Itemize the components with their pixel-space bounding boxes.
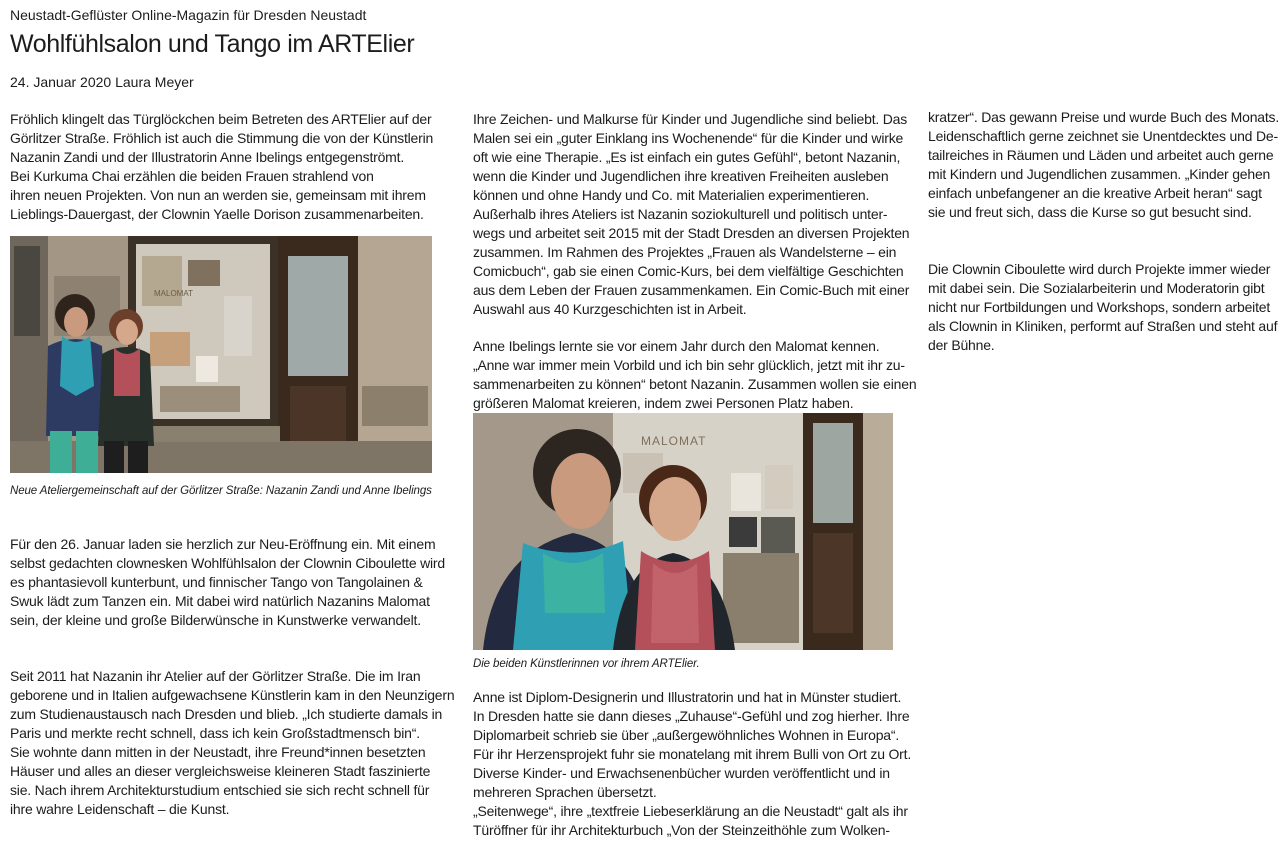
site-kicker: Neustadt-Geflüster Online-Magazin für Dresden Neustadt [10, 7, 367, 23]
photo-portrait-illustration [473, 413, 893, 650]
paragraph-anne-work: kratzer“. Das gewann Preise und wurde Buch des Monats. Leidenschaftlich gerne zeichnet sie Unentdecktes und De- tailreiches in Räumen und Läden und arbeitet auch gerne mit Kindern und Jugendlichen zusammen. „Kinder gehen einfach unbefangener an die kreative Arbeit heran“ sagt sie und freut sich, dass die Kurse so gut besucht sind. [928, 109, 1280, 220]
photo-storefront [10, 236, 432, 473]
article-title: Wohlfühlsalon und Tango im ARTElier [10, 30, 415, 58]
paragraph-opening: Für den 26. Januar laden sie herzlich zur Neu-Eröffnung ein. Mit einem selbst gedachten clownesken Wohlfühlsalon der Clownin Ciboulette wird es phantasievoll kunterbunt, und finnischer Tango von Tangolainen & Swuk lädt zum Tanzen ein. Mit dabei wird natürlich Nazanins Malomat sein, der kleine und große Bilderwünsche in Kunstwerke verwandelt. [10, 536, 445, 628]
paragraph-clownin: Die Clownin Ciboulette wird durch Projekte immer wieder mit dabei sein. Die Sozialarbeiterin und Moderatorin gibt nicht nur Fortbildungen und Workshops, sondern arbeitet als Clownin in Kliniken, performt auf Straßen und steht auf der Bühne. [928, 261, 1278, 353]
shop-sign: MALOMAT [154, 289, 193, 298]
photo-artists-portrait [473, 413, 893, 650]
paragraph-anne-bio: Anne ist Diplom-Designerin und Illustratorin und hat in Münster studiert. In Dresden hatte sie dann dieses „Zuhause“-Gefühl und zog hierher. Ihre Diplomarbeit schrieb sie über „außergewöhnliches Wohnen in Europa“. Für ihr Herzensprojekt fuhr sie monatelang mit ihrem Bulli von Ort zu Ort. Diverse Kinder- und Erwachsenenbücher wurden veröffentlicht und in mehreren Sprachen übersetzt. „Seitenwege“, ihre „textfreie Liebeserklärung an die Neustadt“ galt als ihr Türöffner für ihr Architekturbuch „Von der Steinzeithöhle zum Wolken- [473, 689, 912, 838]
photo-caption-2: Die beiden Künstlerinnen vor ihrem ARTElier. [473, 658, 700, 670]
shop-sign: MALOMAT [641, 434, 707, 448]
paragraph-anne-intro: Anne Ibelings lernte sie vor einem Jahr durch den Malomat kennen. „Anne war immer mein Vorbild und ich bin sehr glücklich, jetzt mit ihr zu- sammenarbeiten zu können“ betont Nazanin. Zusammen wollen sie einen größeren Malomat kreieren, indem zwei Personen Platz haben. [473, 338, 917, 411]
paragraph-courses: Ihre Zeichen- und Malkurse für Kinder und Jugendliche sind beliebt. Das Malen sei ein „guter Einklang ins Wochenende“ für die Kinder und wirke oft wie eine Therapie. „Es ist einfach ein gutes Gefühl“, betont Nazanin, wenn die Kinder und Jugendlichen ihre kreativen Freiheiten ausleben können und ohne Handy und Co. mit Materialien experimentieren. Außerhalb ihres Ateliers ist Nazanin soziokulturell und politisch unter- wegs und arbeitet seit 2015 mit der Stadt Dresden an diversen Projekten zusammen. Im Rahmen des Projektes „Frauen als Wandelsterne – ein Comicbuch“, gab sie einen Comic-Kurs, bei dem vielfältige Geschichten aus dem Leben der Frauen zusammenkamen. Ein Comic-Buch mit einer Auswahl aus 40 Kurzgeschichten ist in Arbeit. [473, 111, 910, 317]
photo-caption-1: Neue Ateliergemeinschaft auf der Görlitzer Straße: Nazanin Zandi und Anne Ibelings [10, 485, 432, 497]
article-column-3 [928, 108, 1280, 355]
paragraph-intro: Fröhlich klingelt das Türglöckchen beim Betreten des ARTElier auf der Görlitzer Straße. Fröhlich ist auch die Stimmung die von der Künstlerin Nazanin Zandi und der Illustratorin Anne Ibelings entgegenströmt. Bei Kurkuma Chai erzählen die beiden Frauen strahlend von ihren neuen Projekten. Von nun an werden sie, gemeinsam mit ihrem Lieblings-Dauergast, der Clownin Yaelle Dorison zusammenarbeiten. [10, 111, 434, 222]
paragraph-biography: Seit 2011 hat Nazanin ihr Atelier auf der Görlitzer Straße. Die im Iran geborene und in Italien aufgewachsene Künstlerin kam in den Neunzigern zum Studienaustausch nach Dresden und blieb. „Ich studierte damals in Paris und merkte recht schnell, dass ich kein Großstadtmensch bin“. Sie wohnte dann mitten in der Neustadt, ihre Freund*innen besetzten Häuser und alles an dieser vergleichsweise kleineren Stadt faszinierte sie. Nach ihrem Architekturstudium entschied sie sich recht schnell für ihre wahre Leidenschaft – die Kunst. [10, 668, 455, 817]
photo-storefront-illustration [10, 236, 432, 473]
article-byline: 24. Januar 2020 Laura Meyer [10, 74, 194, 90]
